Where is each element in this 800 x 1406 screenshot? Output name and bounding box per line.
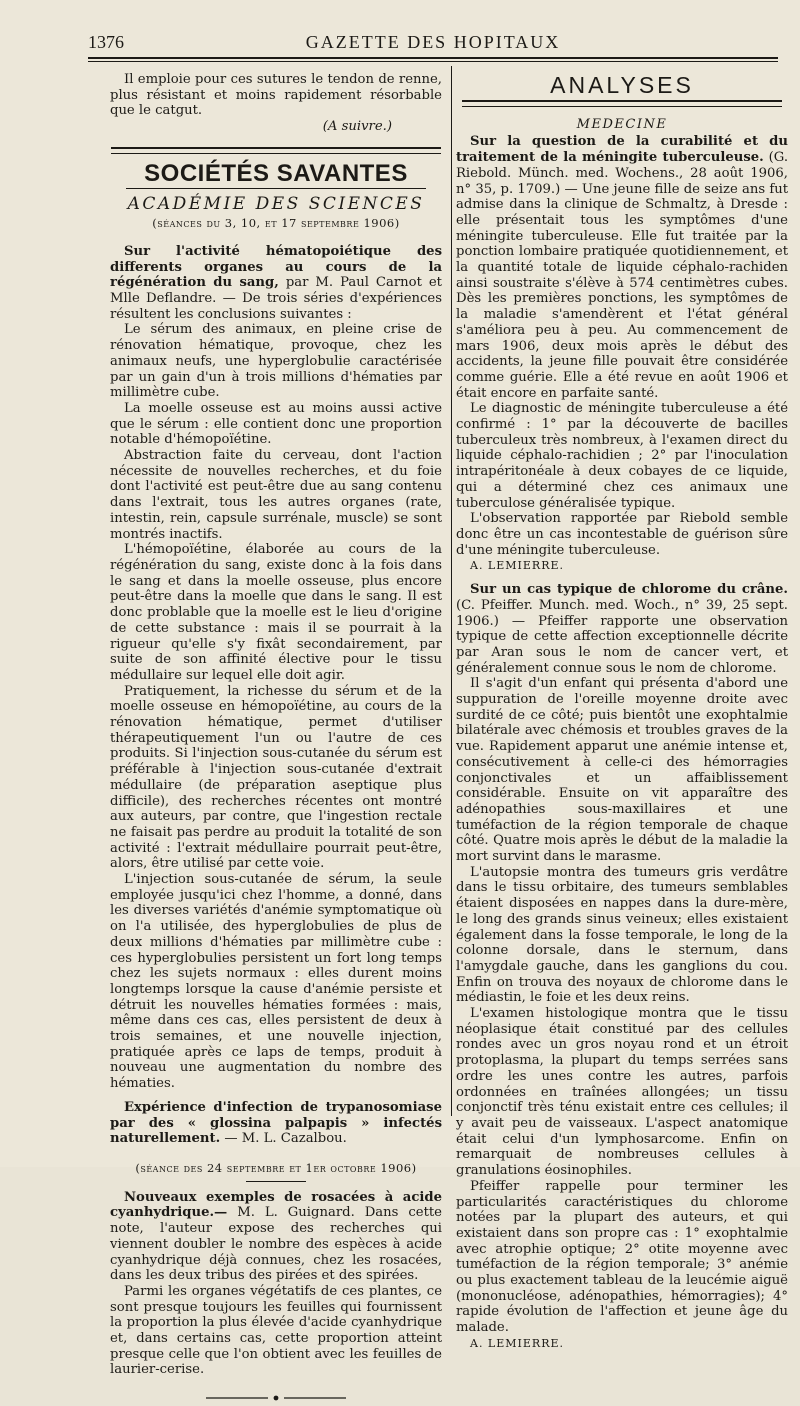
article-citation: (C. Pfeiffer. Munch. med. Woch., n° 39, 25 sept. 1906.) —: [456, 597, 788, 629]
article-authors: — M. L. Cazalbou.: [224, 1131, 347, 1147]
section-rule-thin: [111, 153, 441, 154]
article-rosaceae: [110, 1190, 442, 1284]
article-lead: Pfeiffer rapporte une observation typique de cette affection exceptionnelle décrite par Aran sous le nom de cancer vert, et généralement connue sous le nom de chlorome.: [456, 613, 788, 676]
academy-heading: ACADÉMIE DES SCIENCES: [127, 193, 425, 214]
article-title: Sur un cas typique de chlorome du crâne.: [470, 582, 788, 598]
paragraph: Abstraction faite du cerveau, dont l'action nécessite de nouvelles recherches, et du foie dont l'activité est peut-être due au sang contenu dans l'extrait, tous les autres organes (rate, intestin, rein, capsule surrénale, muscle) se sont montrés inactifs.: [110, 448, 442, 542]
section-heading: SOCIÉTÉS SAVANTES: [144, 159, 408, 187]
header-rule-thick: [88, 57, 778, 59]
to-be-continued: (A suivre.): [322, 119, 392, 135]
paragraph: L'examen histologique montra que le tissu néoplasique était constitué par des cellules rondes avec un gros noyau rond et un étroit protoplasma, la plupart du temps serrées sans ordre les unes contre les autres, parfois ordonnées en traînées allongées; un tissu conjonctif très ténu existait entre ces cellules; il y avait peu de vaisseaux. L'aspect anatomique était celui d'un lymphosarcome. Enfin on remarquait de nombreuses cellules à granulations éosinophiles.: [456, 1006, 788, 1179]
article-title: Expérience d'infection de trypanosomiase par des « glossina palpapis » infectés naturellement.: [110, 1099, 442, 1147]
article-lead: Une jeune fille de seize ans fut admise dans la clinique de Schmaltz, à Dresde : elle présentait tous les symptômes d'une méningite tuberculeuse. Elle fut traitée par la ponction lombaire pratiquée quotidiennement, et la quantité totale de liquide céphalo-rachiden ainsi soustraite s'élève à 574 centimètres cubes. Dès les premières ponctions, les symptômes de la maladie s'amendèrent et l'état général s'améliora peu à peu. Au commencement de mars 1906, deux mois après le début des accidents, la jeune fille pouvait être considérée comme guérie. Elle a été revue en août 1906 et était encore en parfaite santé.: [456, 181, 788, 401]
article-authors: M. L. Guignard.: [237, 1205, 355, 1221]
paragraph: Il s'agit d'un enfant qui présenta d'abord une suppuration de l'oreille moyenne droite avec surdité de ce côté; puis bientôt une exophtalmie bilatérale avec chémosis et troubles graves de la vue. Rapidement apparut une anémie intense et, consécutivement à celle-ci des hémorragies conjonctivales et un affaiblissement considérable. Ensuite on vit apparaître des adénopathies sous-maxillaires et une tuméfaction de la région temporale de chaque côté. Quatre mois après le début de la maladie la mort survint dans le marasme.: [456, 676, 788, 865]
article-chloroma: [456, 582, 788, 676]
article-title: Nouveaux exemples de rosacées à acide cyanhydrique.—: [110, 1189, 442, 1221]
paragraph: L'injection sous-cutanée de sérum, la seule employée jusqu'ici chez l'homme, a donné, dans les diverses variétés d'anémie symptomatique où on l'a utilisée, des hyperglobulies de plus de deux millions d'hématies par millimètre cube : ces hyperglobulies persistent un fort long temps chez les sujets normaux : elles durent moins longtemps lorsque la cause d'anémie persiste et détruit les nouvelles hématies formées : mais, même dans ces cas, elles persistent de deux à trois semaines, et une nouvelle injection, pratiquée après ce laps de temps, produit à nouveau une augmentation du nombre des hématies.: [110, 872, 442, 1092]
running-header: [88, 28, 778, 54]
article-authors: par M. Paul Carnot et Mlle Deflandre. —: [110, 275, 442, 307]
ornament-icon: [206, 1395, 346, 1401]
paragraph: La moelle osseuse est au moins aussi active que le sérum : elle contient donc une proportion notable d'hémopoïétine.: [110, 400, 442, 448]
short-rule: [246, 1181, 306, 1182]
subsection-heading: MEDECINE: [576, 116, 668, 132]
article-trypanosomiasis: [110, 1100, 442, 1147]
paragraph: Pratiquement, la richesse du sérum et de la moelle osseuse en hémopoïétine, au cours de la rénovation hématique, permet d'utiliser thérapeutiquement l'un ou l'autre de ces produits. Si l'injection sous-cutanée du sérum est préférable à l'injection sous-cutanée d'extrait médullaire (de préparation aseptique plus difficile), des recherches récentes ont montré aux auteurs, par contre, que l'ingestion rectale ne faisait pas perdre au produit la totalité de son activité : l'extrait médullaire pourrait peut-être, alors, être utilisé par cette voie.: [110, 683, 442, 872]
article-lead: Dans cette note, l'auteur expose des recherches qui viennent doubler le nombre des espèces à acide cyanhydrique déjà connues, chez les rosacées, dans les deux tribus des pirées et des spirées.: [110, 1205, 442, 1284]
paragraph: L'hémopoïétine, élaborée au cours de la régénération du sang, existe donc à la fois dans le sang et dans la moelle osseuse, plus encore peut-être dans la moelle que dans le sang. Il est donc problable que la moelle est le lieu d'origine de cette substance : mais il se pourrait à la rigueur qu'elle s'y fixât secondairement, par suite de son affinité élective pour le tissu médullaire sur lequel elle doit agir.: [110, 542, 442, 683]
session-dates: (séances du 3, 10, et 17 septembre 1906): [152, 216, 400, 231]
article-meningitis: [456, 134, 788, 401]
section-heading: ANALYSES: [550, 72, 694, 98]
page-number: 1376: [88, 32, 124, 52]
article-hematopoiesis: [110, 244, 442, 323]
article-title: Sur la question de la curabilité et du traitement de la méningite tuberculeuse.: [456, 134, 788, 166]
journal-title: GAZETTE DES HOPITAUX: [305, 32, 561, 52]
article-title: Sur l'activité hématopoiétique des differents organes au cours de la régénération du sang,: [110, 243, 442, 291]
section-rule: [111, 147, 441, 149]
column-divider: [451, 66, 452, 1116]
header-rule-thin: [88, 61, 778, 62]
paragraph: Parmi les organes végétatifs de ces plantes, ce sont presque toujours les feuilles qui fournissent la proportion la plus élevée d'acide cyanhydrique et, dans certains cas, cette proportion atteint presque celle que l'on obtient avec les feuilles de laurier-cerise.: [110, 1283, 442, 1378]
section-rule: [462, 100, 782, 102]
paragraph: Le diagnostic de méningite tuberculeuse a été confirmé : 1° par la découverte de bacilles tuberculeux très nombreux, à l'examen direct du liquide céphalo-rachidien ; 2° par l'inoculation intrapéritonéale à deux cobayes de ce liquide, qui a déterminé chez ces animaux une tuberculose généralisée typique.: [456, 401, 788, 511]
section-rule-thin: [462, 106, 782, 107]
paragraph: Pfeiffer rappelle pour terminer les particularités caractéristiques du chlorome notées par la plupart des auteurs, et qui existaient dans son propre cas : 1° exophtalmie avec atrophie optique; 2° otite moyenne avec tuméfaction de la région temporale; 3° anémie ou plus exactement tableau de la leucémie aiguë (mononucléose, adénopathies, hémorragies); 4° rapide évolution de l'affection et jeune âge du malade.: [456, 1178, 788, 1336]
paragraph: L'autopsie montra des tumeurs gris verdâtre dans le tissu orbitaire, des tumeurs semblables étaient disposées en nappes dans la dure-mère, le long des grands sinus veineux; elles existaient également dans la fosse temporale, le long de la colonne dorsale, dans le sternum, dans l'amygdale gauche, dans les ganglions du cou. Enfin on trouva des noyaux de chlorome dans le médiastin, le foie et les deux reins.: [456, 864, 788, 1006]
article-lead: De trois séries d'expériences résultent les conclusions suivantes :: [110, 291, 442, 322]
heading-rule: [126, 188, 426, 189]
session-dates: (séance des 24 septembre et 1er octobre 1906): [135, 1161, 417, 1175]
article-citation: (G. Riebold. Münch. med. Wochens., 28 août 1906, n° 35, p. 1709.) —: [456, 150, 789, 197]
end-ornament: [206, 1390, 346, 1396]
intro-paragraph: Il emploie pour ces sutures le tendon de renne, plus résistant et moins rapidement résorbable que le catgut.: [110, 72, 442, 119]
paragraph: L'observation rapportée par Riebold semble donc être un cas incontestable de guérison sûre d'une méningite tuberculeuse.: [456, 511, 788, 558]
signature: A. LEMIERRE.: [470, 559, 565, 573]
right-column: [456, 72, 788, 1352]
signature: A. LEMIERRE.: [470, 1336, 565, 1350]
paragraph: Le sérum des animaux, en pleine crise de rénovation hématique, provoque, chez les animaux neufs, une hyperglobulie caractérisée par un gain d'un à trois millions d'hématies par millimètre cube.: [110, 322, 442, 401]
left-column: [110, 72, 442, 1396]
